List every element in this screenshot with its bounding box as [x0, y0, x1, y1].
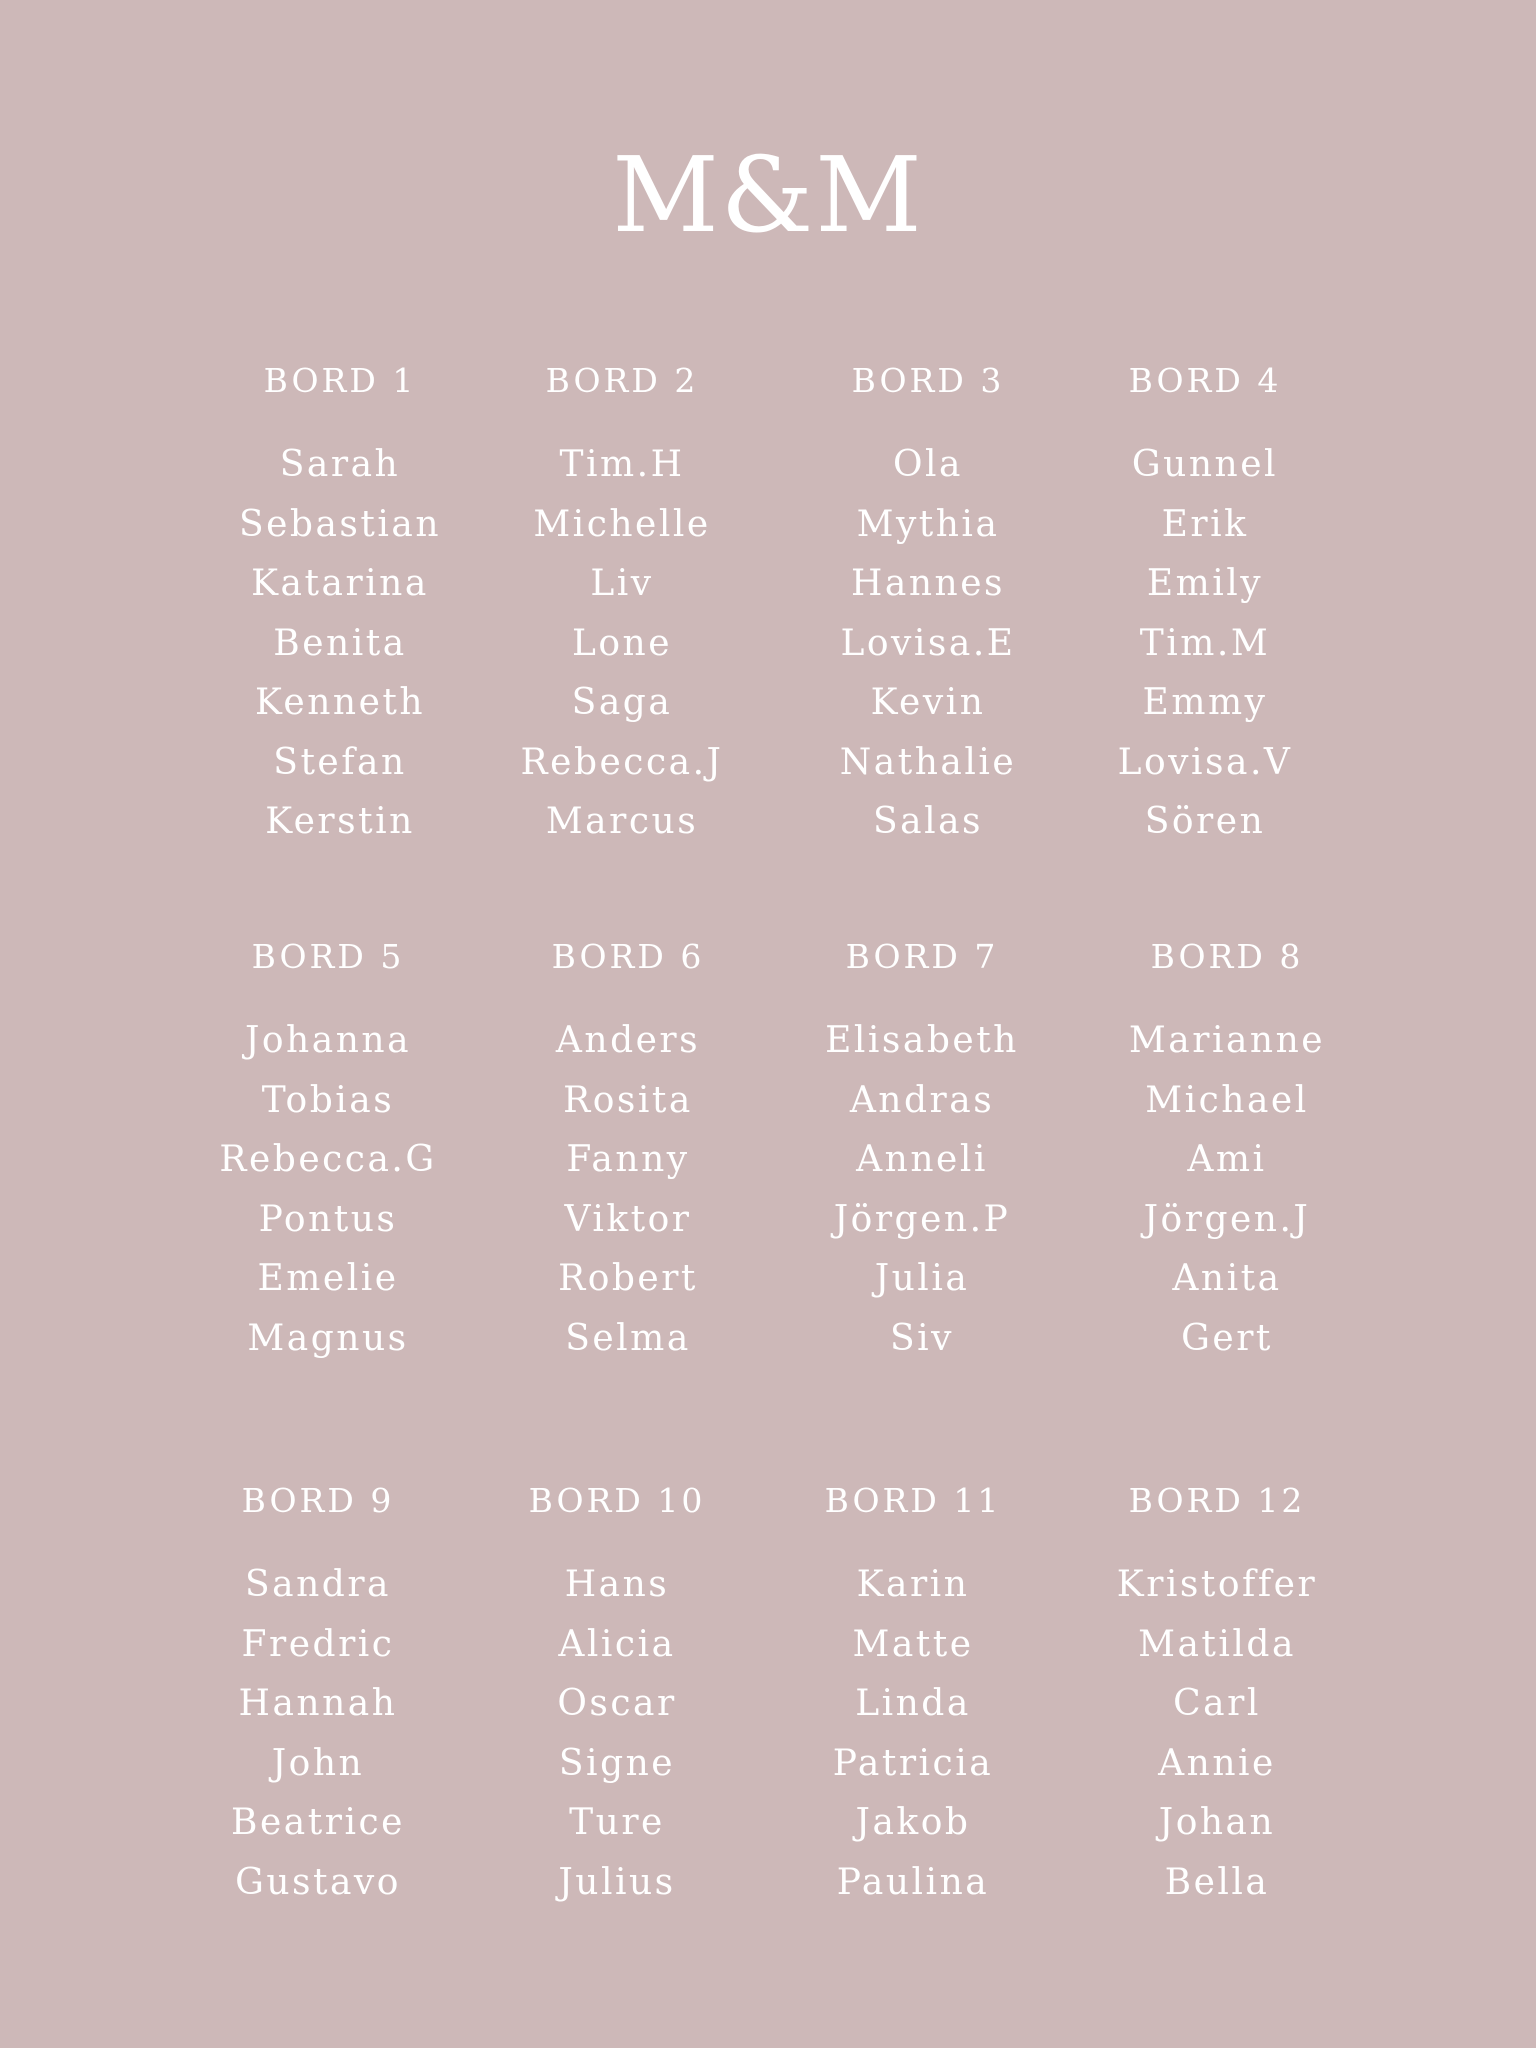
table-block: [763, 1477, 1063, 1912]
guest-name: Erik: [1161, 503, 1249, 545]
guest-name: Kenneth: [254, 682, 426, 723]
guest-list: [778, 435, 1078, 852]
guest-name: Johanna: [244, 1020, 412, 1061]
guest-name: Emelie: [257, 1258, 399, 1299]
guest-name: Jörgen.P: [833, 1198, 1011, 1240]
table-title: BORD 11: [824, 1481, 1002, 1520]
guest-name: Nathalie: [839, 741, 1017, 783]
guest-name: Salas: [872, 801, 984, 842]
guest-list: [467, 1555, 767, 1912]
guest-name: Alicia: [558, 1623, 676, 1665]
table-block: [778, 357, 1078, 852]
guest-list: [1055, 435, 1355, 852]
guest-name: Selma: [565, 1317, 691, 1359]
table-block: [472, 357, 772, 852]
table-title: BORD 5: [251, 937, 405, 976]
table-title: BORD 10: [528, 1481, 706, 1520]
table-block: [168, 1477, 468, 1912]
guest-name: Ola: [893, 444, 963, 485]
guest-name: Karin: [856, 1564, 970, 1605]
table-title: BORD 8: [1150, 937, 1304, 976]
table-title: BORD 1: [263, 361, 417, 400]
guest-list: [472, 435, 772, 852]
guest-name: Lovisa.V: [1117, 741, 1293, 783]
guest-name: Tim.H: [559, 444, 685, 485]
table-block: [1055, 357, 1355, 852]
guest-name: Lone: [571, 622, 673, 664]
guest-name: Anneli: [856, 1139, 988, 1180]
table-title: BORD 6: [551, 937, 705, 976]
guest-name: Katarina: [251, 563, 429, 604]
guest-name: Sebastian: [238, 503, 442, 545]
guest-name: Kristoffer: [1116, 1564, 1318, 1605]
guest-name: Ami: [1187, 1139, 1267, 1180]
guest-name: Pontus: [258, 1198, 398, 1240]
guest-name: Patricia: [832, 1742, 994, 1784]
table-title: BORD 4: [1128, 361, 1282, 400]
table-title: BORD 9: [241, 1481, 395, 1520]
guest-name: John: [271, 1742, 365, 1784]
guest-name: Magnus: [247, 1317, 409, 1359]
table-title: BORD 12: [1128, 1481, 1306, 1520]
guest-name: Kerstin: [265, 801, 415, 842]
guest-name: Matte: [852, 1623, 974, 1665]
guest-list: [772, 1011, 1072, 1368]
guest-name: Emily: [1146, 563, 1264, 604]
guest-name: Matilda: [1138, 1623, 1296, 1665]
table-block: [1067, 1477, 1367, 1912]
guest-name: Julius: [558, 1861, 676, 1903]
guest-list: [1077, 1011, 1377, 1368]
guest-name: Viktor: [564, 1198, 692, 1240]
guest-name: Hannes: [850, 563, 1005, 604]
guest-list: [190, 435, 490, 852]
monogram-title: M&M: [612, 134, 924, 256]
guest-name: Emmy: [1142, 682, 1268, 723]
guest-name: Lovisa.E: [840, 622, 1016, 664]
table-block: [190, 357, 490, 852]
guest-list: [478, 1011, 778, 1368]
guest-list: [168, 1555, 468, 1912]
guest-name: Tobias: [261, 1079, 395, 1121]
guest-name: Sarah: [279, 444, 401, 485]
table-block: [478, 933, 778, 1368]
guest-name: Elisabeth: [825, 1020, 1019, 1061]
guest-name: Hannah: [238, 1683, 398, 1724]
guest-name: Michelle: [533, 503, 711, 545]
table-block: [772, 933, 1072, 1368]
guest-name: Andras: [849, 1079, 995, 1121]
guest-name: Gert: [1181, 1317, 1273, 1359]
guest-name: Beatrice: [231, 1802, 405, 1843]
guest-name: Benita: [273, 622, 407, 664]
guest-list: [763, 1555, 1063, 1912]
table-block: [178, 933, 478, 1368]
guest-name: Ture: [569, 1802, 665, 1843]
guest-name: Marianne: [1128, 1020, 1326, 1061]
guest-name: Siv: [889, 1317, 954, 1359]
table-title: BORD 2: [545, 361, 699, 400]
guest-name: Sören: [1144, 801, 1266, 842]
guest-name: Signe: [558, 1742, 676, 1784]
table-block: [1077, 933, 1377, 1368]
guest-name: Bella: [1164, 1861, 1270, 1903]
guest-name: Johan: [1158, 1802, 1276, 1843]
guest-name: Gunnel: [1131, 444, 1279, 485]
guest-name: Michael: [1145, 1079, 1309, 1121]
guest-name: Liv: [590, 563, 654, 604]
guest-name: Jakob: [855, 1802, 971, 1843]
guest-name: Oscar: [557, 1683, 677, 1724]
guest-name: Stefan: [273, 741, 407, 783]
guest-name: Anders: [555, 1020, 701, 1061]
guest-name: Rosita: [563, 1079, 693, 1121]
guest-name: Kevin: [870, 682, 986, 723]
guest-name: Julia: [874, 1258, 970, 1299]
guest-name: Linda: [855, 1683, 971, 1724]
guest-name: Jörgen.J: [1143, 1198, 1311, 1240]
guest-name: Carl: [1173, 1683, 1261, 1724]
guest-name: Fanny: [566, 1139, 690, 1180]
guest-name: Hans: [564, 1564, 670, 1605]
guest-name: Robert: [558, 1258, 698, 1299]
guest-name: Marcus: [545, 801, 699, 842]
guest-name: Annie: [1158, 1742, 1276, 1784]
guest-name: Fredric: [241, 1623, 395, 1665]
guest-name: Mythia: [856, 503, 1000, 545]
guest-name: Saga: [571, 682, 673, 723]
guest-name: Rebecca.J: [520, 741, 724, 783]
table-title: BORD 7: [845, 937, 999, 976]
guest-name: Sandra: [244, 1564, 392, 1605]
guest-name: Rebecca.G: [219, 1139, 437, 1180]
guest-name: Anita: [1172, 1258, 1282, 1299]
table-title: BORD 3: [851, 361, 1005, 400]
guest-name: Paulina: [836, 1861, 990, 1903]
guest-list: [1067, 1555, 1367, 1912]
table-block: [467, 1477, 767, 1912]
guest-name: Tim.M: [1139, 622, 1271, 664]
guest-list: [178, 1011, 478, 1368]
guest-name: Gustavo: [235, 1861, 401, 1903]
